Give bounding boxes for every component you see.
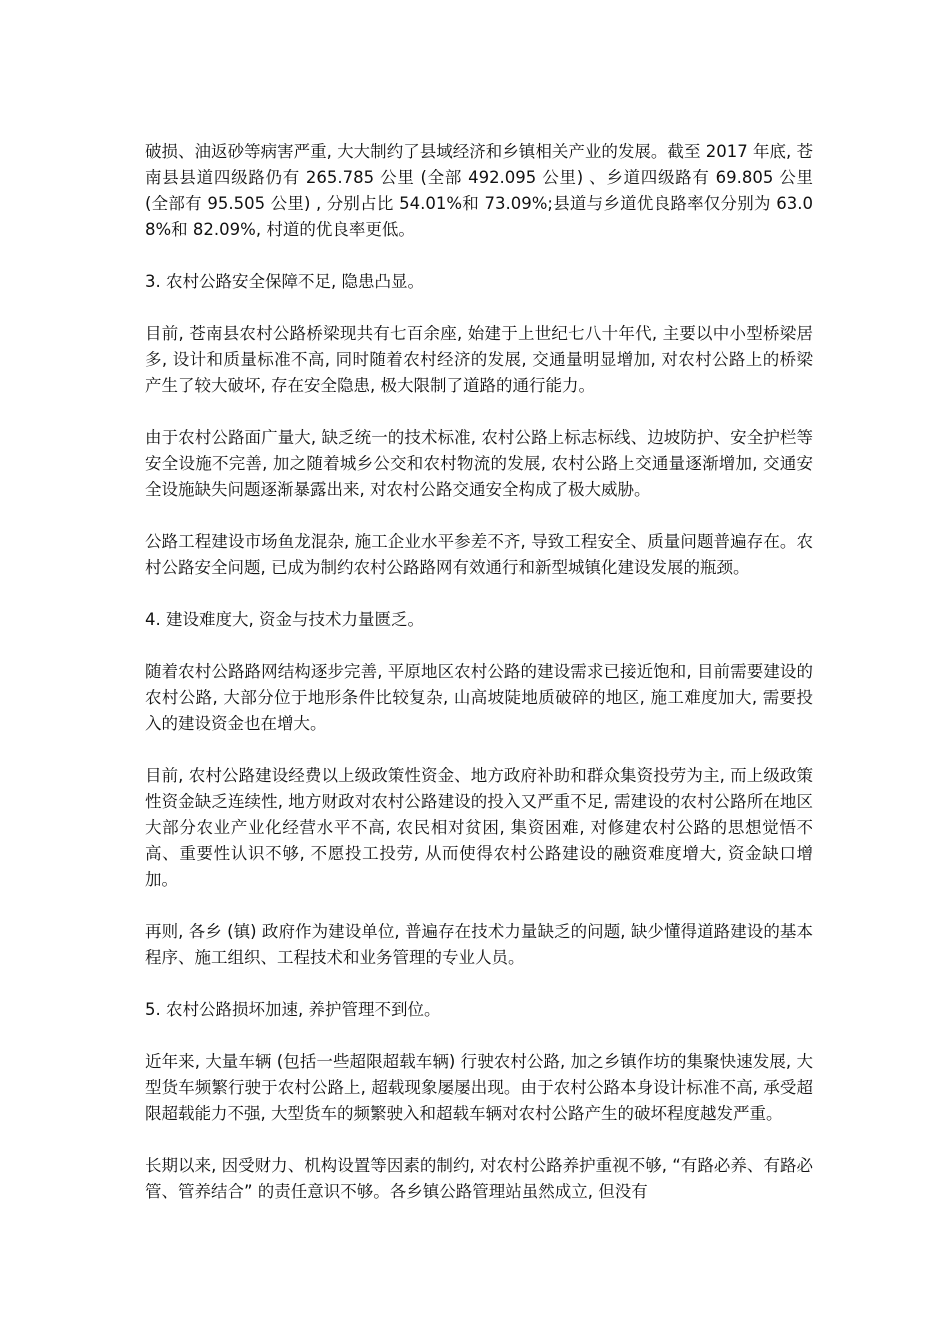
document-body <box>145 139 813 1231</box>
heading-maintenance: 5. 农村公路损坏加速, 养护管理不到位。 <box>145 1000 441 1019</box>
paragraph-funding: 目前, 农村公路建设经费以上级政策性资金、地方政府补助和群众集资投劳为主, 而上级政策性资金缺乏连续性, 地方财政对农村公路建设的投入又严重不足, 需建设的农村公路所在地区大部分农业产业化经营水平不高, 农民相对贫困, 集资困难, 对修建农村公路的思想觉悟不高、重要性认识不够, 不愿投工投劳, 从而使得农村公路建设的融资难度增大, 资金缺口增加。 <box>145 766 813 889</box>
paragraph-bridges: 目前, 苍南县农村公路桥梁现共有七百余座, 始建于上世纪七八十年代, 主要以中小型桥梁居多, 设计和质量标准不高, 同时随着农村经济的发展, 交通量明显增加, 对农村公路上的桥梁产生了较大破坏, 存在安全隐患, 极大限制了道路的通行能力。 <box>145 324 813 395</box>
paragraph-road-condition: 破损、油返砂等病害严重, 大大制约了县域经济和乡镇相关产业的发展。截至 2017 年底, 苍南县县道四级路仍有 265.785 公里 (全部 492.095 公里) 、乡道四级路有 69.805 公里 (全部有 95.505 公里) , 分别占比 54.01%和 73.09%;县道与乡道优良路率仅分别为 63.08%和 82.09%, 村道的优良率更低。 <box>145 142 813 239</box>
paragraph-safety-facilities: 由于农村公路面广量大, 缺乏统一的技术标准, 农村公路上标志标线、边坡防护、安全护栏等安全设施不完善, 加之随着城乡公交和农村物流的发展, 农村公路上交通量逐渐增加, 交通安全设施缺失问题逐渐暴露出来, 对农村公路交通安全构成了极大威胁。 <box>145 428 813 499</box>
paragraph-terrain: 随着农村公路路网结构逐步完善, 平原地区农村公路的建设需求已接近饱和, 目前需要建设的农村公路, 大部分位于地形条件比较复杂, 山高坡陡地质破碎的地区, 施工难度加大, 需要投入的建设资金也在增大。 <box>145 662 813 733</box>
paragraph-technical-staff: 再则, 各乡 (镇) 政府作为建设单位, 普遍存在技术力量缺乏的问题, 缺少懂得道路建设的基本程序、施工组织、工程技术和业务管理的专业人员。 <box>145 922 813 967</box>
paragraph-overloading: 近年来, 大量车辆 (包括一些超限超载车辆) 行驶农村公路, 加之乡镇作坊的集聚快速发展, 大型货车频繁行驶于农村公路上, 超载现象屡屡出现。由于农村公路本身设计标准不高, 承受超限超载能力不强, 大型货车的频繁驶入和超载车辆对农村公路产生的破坏程度越发严重。 <box>145 1052 813 1123</box>
heading-funding: 4. 建设难度大, 资金与技术力量匮乏。 <box>145 610 424 629</box>
paragraph-maintenance: 长期以来, 因受财力、机构设置等因素的制约, 对农村公路养护重视不够, “有路必养、有路必管、管养结合” 的责任意识不够。各乡镇公路管理站虽然成立, 但没有 <box>145 1156 813 1201</box>
paragraph-construction-market: 公路工程建设市场鱼龙混杂, 施工企业水平参差不齐, 导致工程安全、质量问题普遍存在。农村公路安全问题, 已成为制约农村公路路网有效通行和新型城镇化建设发展的瓶颈。 <box>145 532 813 577</box>
heading-safety: 3. 农村公路安全保障不足, 隐患凸显。 <box>145 272 424 291</box>
